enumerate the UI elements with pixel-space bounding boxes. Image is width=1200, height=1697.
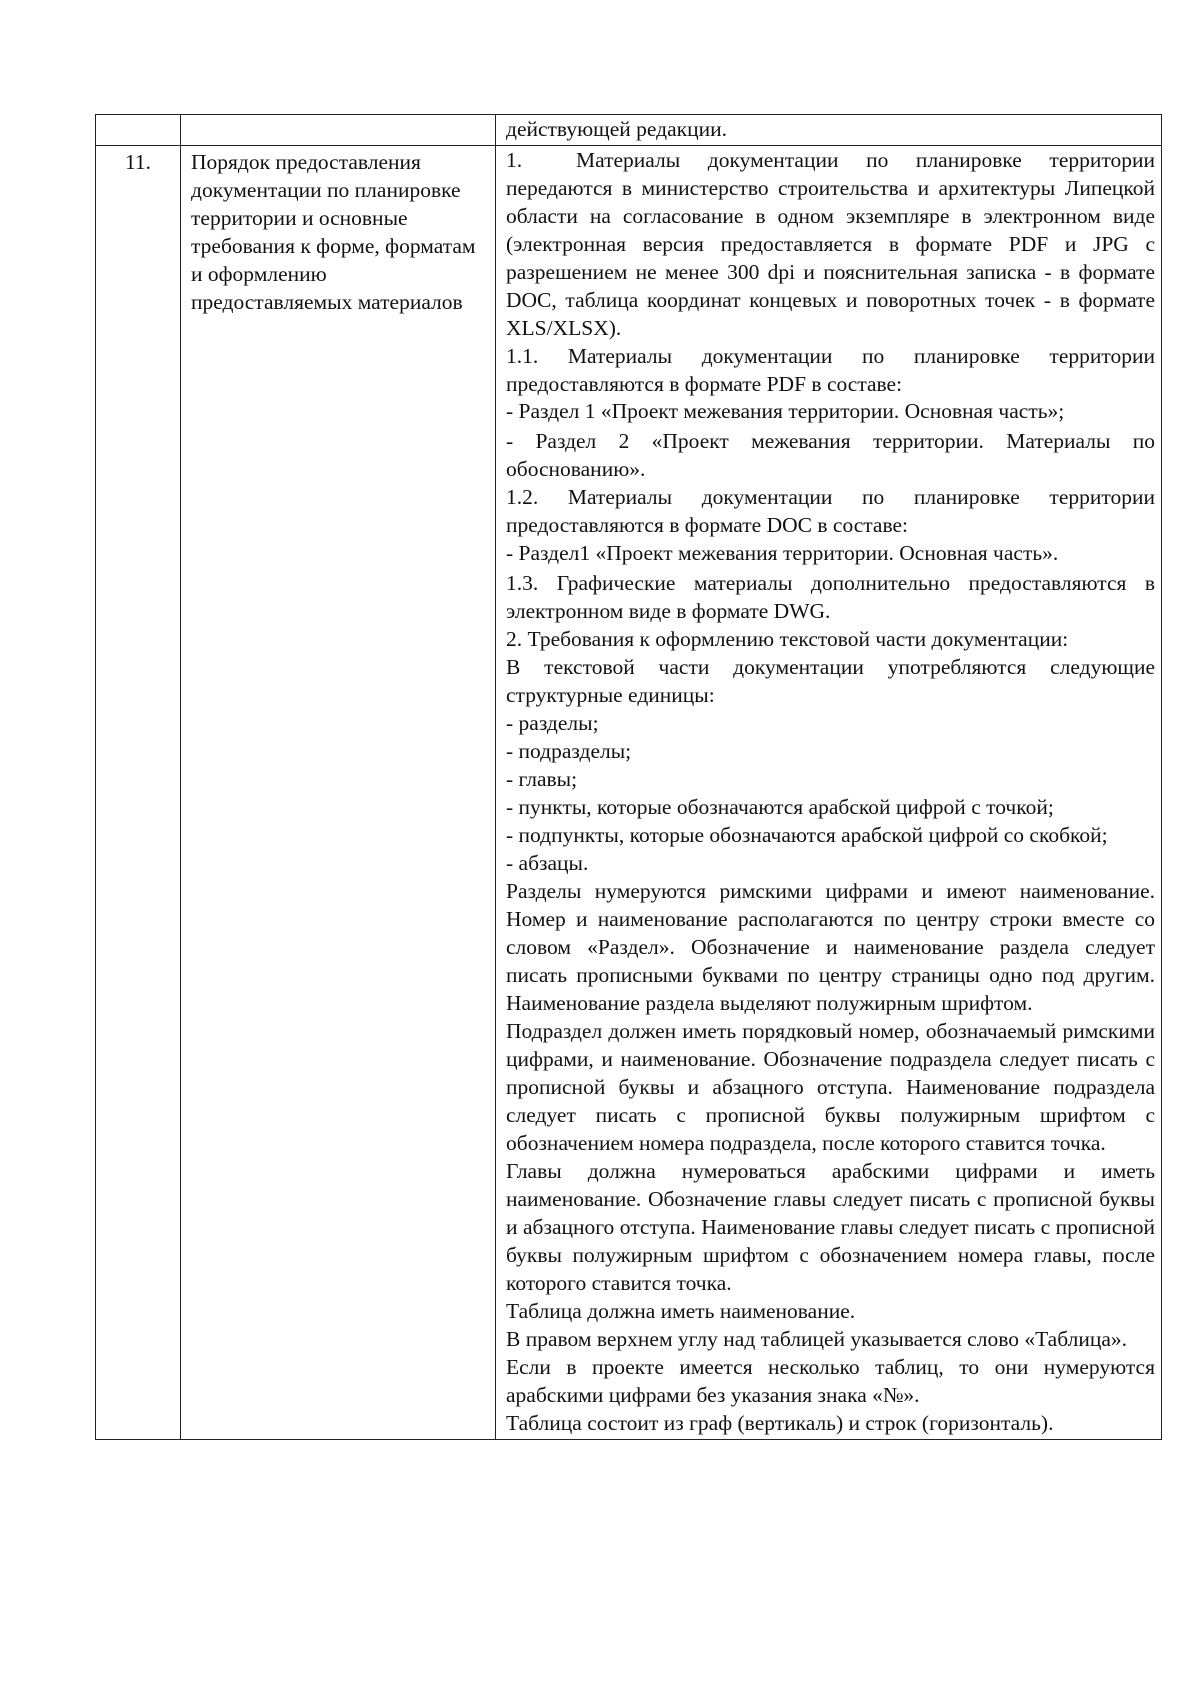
- requirements-table: [95, 114, 1162, 1440]
- paragraph-1-1: 1.1. Материалы документации по планировке территории предоставляются в формате PDF в составе:: [506, 344, 1155, 396]
- paragraph-subsections-rules: Подраздел должен иметь порядковый номер, обозначаемый римскими цифрами, и наименование. Обозначение подраздела следует писать с прописной буквы и абзацного отступа. Наименование подраздела следует писать с прописной буквы полужирным шрифтом с обозначением номера подраздела, после которого ставится точка.: [506, 1019, 1155, 1155]
- paragraph-1-3: 1.3. Графические материалы дополнительно предоставляются в электронном виде в формате DWG.: [506, 571, 1155, 623]
- paragraph-2: 2. Требования к оформлению текстовой части документации:: [506, 627, 1069, 651]
- paragraph-1: [506, 146, 1155, 342]
- paragraph-table-word: В правом верхнем углу над таблицей указывается слово «Таблица».: [506, 1327, 1128, 1351]
- table-row-continuation: [96, 115, 1162, 146]
- paragraph-table-structure: Таблица состоит из граф (вертикаль) и строк (горизонталь).: [506, 1411, 1054, 1435]
- row-text-cell: [496, 146, 1162, 1440]
- row-text-cell: действующей редакции.: [496, 115, 1162, 146]
- list-item-chapters: - главы;: [506, 767, 578, 791]
- row-name-cell: [181, 115, 496, 146]
- paragraph-structure-intro: В текстовой части документации употребляются следующие структурные единицы:: [506, 655, 1155, 707]
- row-number-cell: [96, 115, 181, 146]
- table-row-11: [96, 146, 1162, 1440]
- paragraph-pdf-section-1: - Раздел 1 «Проект межевания территории. Основная часть»;: [506, 399, 1065, 423]
- list-item-paragraphs: - абзацы.: [506, 851, 589, 875]
- paragraph-doc-section-1: - Раздел1 «Проект межевания территории. Основная часть».: [506, 541, 1059, 565]
- list-item-subpoints: - подпункты, которые обозначаются арабской цифрой со скобкой;: [506, 823, 1108, 847]
- paragraph-number: 1.: [506, 148, 523, 172]
- list-item-subsections: - подразделы;: [506, 739, 632, 763]
- paragraph-chapters-rules: Главы должна нумероваться арабскими цифрами и иметь наименование. Обозначение главы следует писать с прописной буквы и абзацного отступа. Наименование главы следует писать с прописной буквы полужирным шрифтом с обозначением номера главы, после которого ставится точка.: [506, 1159, 1155, 1295]
- paragraph-text: Материалы документации по планировке территории передаются в министерство строительства и архитектуры Липецкой области на согласование в одном экземпляре в электронном виде (электронная версия предоставляется в формате PDF и JPG с разрешением не менее 300 dpi и пояснительная записка - в формате DOC, таблица координат концевых и поворотных точек - в формате XLS/XLSX).: [506, 148, 1155, 340]
- paragraph-sections-rules: Разделы нумеруются римскими цифрами и имеют наименование. Номер и наименование располагаются по центру строки вместе со словом «Раздел». Обозначение и наименование раздела следует писать прописными буквами по центру страницы одно под другим. Наименование раздела выделяют полужирным шрифтом.: [506, 879, 1155, 1015]
- paragraph-table-name: Таблица должна иметь наименование.: [506, 1299, 856, 1323]
- row-name-cell: Порядок предоставления документации по планировке территории и основные требования к форме, форматам и оформлению предоставляемых материалов: [181, 146, 496, 1440]
- paragraph-pdf-section-2: - Раздел 2 «Проект межевания территории. Материалы по обоснованию».: [506, 429, 1155, 481]
- paragraph-1-2: 1.2. Материалы документации по планировке территории предоставляются в формате DOC в составе:: [506, 485, 1155, 537]
- list-item-sections: - разделы;: [506, 711, 599, 735]
- list-item-points: - пункты, которые обозначаются арабской цифрой с точкой;: [506, 795, 1054, 819]
- paragraph-table-numbering: Если в проекте имеется несколько таблиц, то они нумеруются арабскими цифрами без указания знака «№».: [506, 1355, 1155, 1407]
- row-number-cell: 11.: [96, 146, 181, 1440]
